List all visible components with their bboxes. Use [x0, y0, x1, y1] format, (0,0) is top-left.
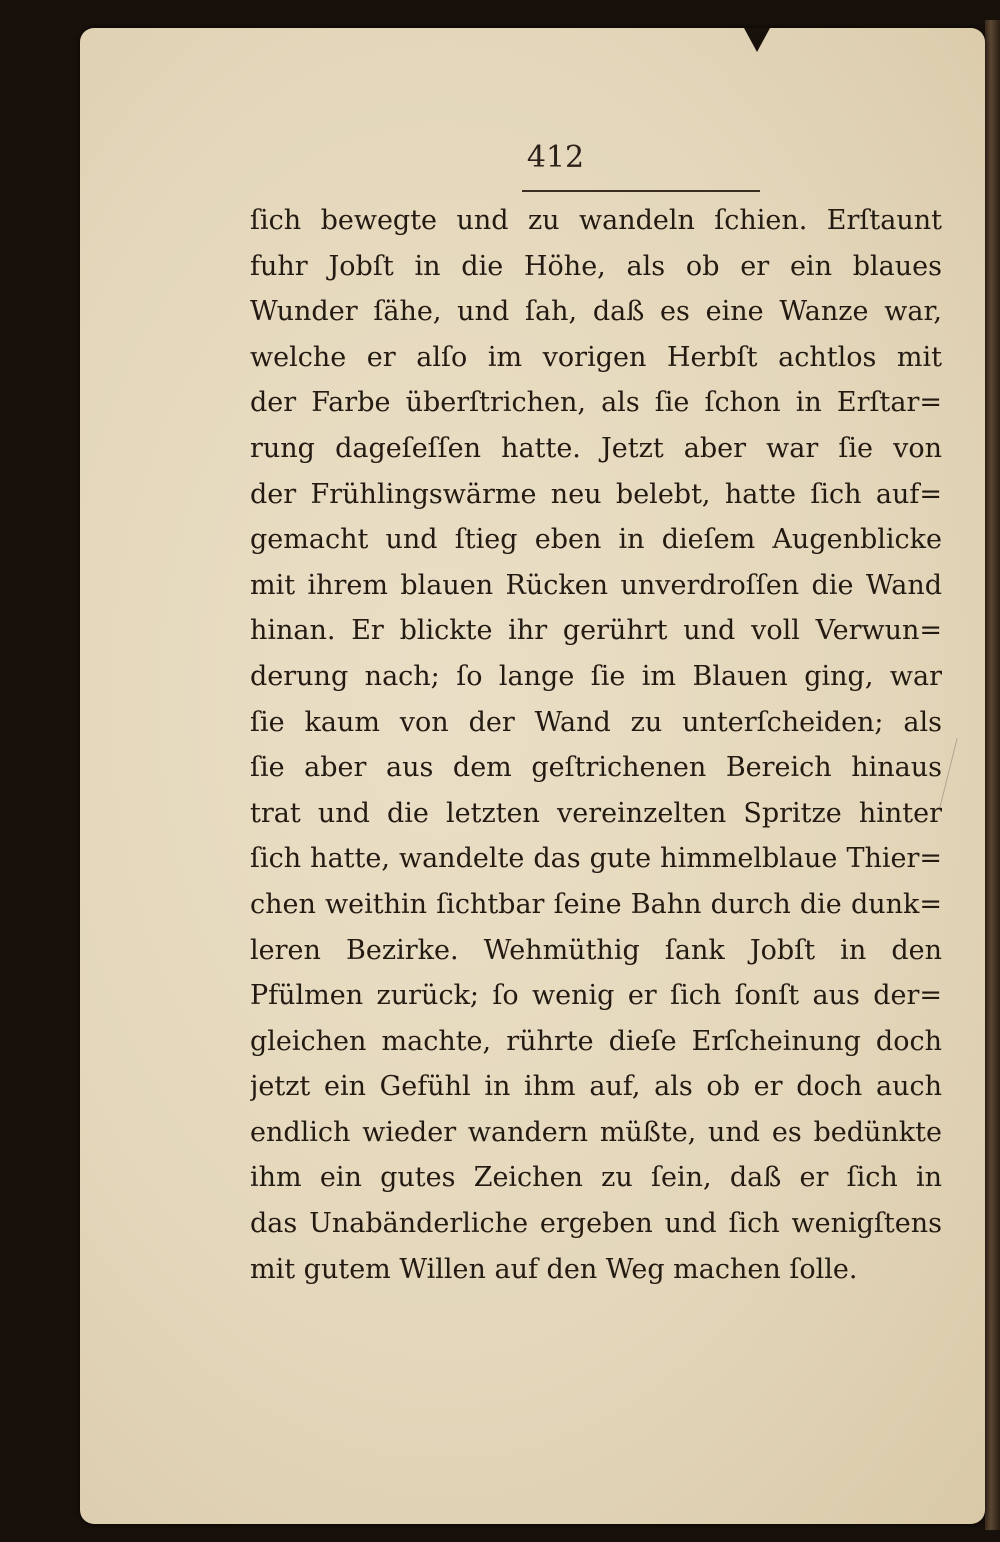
text-line: chen weithin ſichtbar ſeine Bahn durch die dunk=: [250, 888, 942, 920]
text-line: ſie kaum von der Wand zu unterſcheiden; als: [250, 706, 942, 738]
body-text: [250, 198, 942, 1292]
text-line: fuhr Jobſt in die Höhe, als ob er ein blaues: [250, 250, 942, 282]
text-line: welche er alſo im vorigen Herbſt achtlos mit: [250, 341, 942, 373]
text-line: das Unabänderliche ergeben und ſich wenigſtens: [250, 1208, 942, 1240]
text-line: hinan. Er blickte ihr gerührt und voll Verwun=: [250, 615, 942, 647]
page-notch: [744, 28, 770, 52]
text-line: mit gutem Willen auf den Weg machen ſolle.: [250, 1253, 858, 1285]
text-line: gleichen machte, rührte dieſe Erſcheinung doch: [250, 1025, 942, 1057]
text-line: der Farbe überſtrichen, als ſie ſchon in Erſtar=: [250, 387, 942, 419]
text-line: trat und die letzten vereinzelten Spritze hinter: [250, 797, 942, 829]
text-line: ſich bewegte und zu wandeln ſchien. Erſtaunt: [250, 205, 942, 236]
text-line: rung dageſeſſen hatte. Jetzt aber war ſie von: [250, 432, 942, 464]
text-line: leren Bezirke. Wehmüthig ſank Jobſt in den: [250, 934, 942, 966]
book-edge: [985, 20, 1000, 1530]
text-line: ſich hatte, wandelte das gute himmelblaue Thier=: [250, 843, 942, 875]
page-number: [80, 140, 985, 175]
text-line: mit ihrem blauen Rücken unverdroſſen die Wand: [250, 569, 942, 601]
text-line: Wunder ſähe, und ſah, daß es eine Wanze war,: [250, 296, 942, 328]
text-line: gemacht und ſtieg eben in dieſem Augenblicke: [250, 524, 942, 556]
text-line: ihm ein gutes Zeichen zu ſein, daß er ſich in: [250, 1162, 942, 1194]
page-number-text: 412: [526, 140, 585, 175]
text-line: der Frühlingswärme neu belebt, hatte ſich auf=: [250, 478, 942, 510]
text-line: endlich wieder wandern müßte, und es bedünkte: [250, 1116, 942, 1148]
text-line: jetzt ein Gefühl in ihm auf, als ob er doch auch: [250, 1071, 942, 1103]
text-line: derung nach; ſo lange ſie im Blauen ging, war: [250, 660, 942, 692]
text-line: Pfülmen zurück; ſo wenig er ſich ſonſt aus der=: [250, 980, 942, 1012]
text-line: ſie aber aus dem geſtrichenen Bereich hinaus: [250, 752, 942, 784]
header-rule: [522, 190, 760, 192]
